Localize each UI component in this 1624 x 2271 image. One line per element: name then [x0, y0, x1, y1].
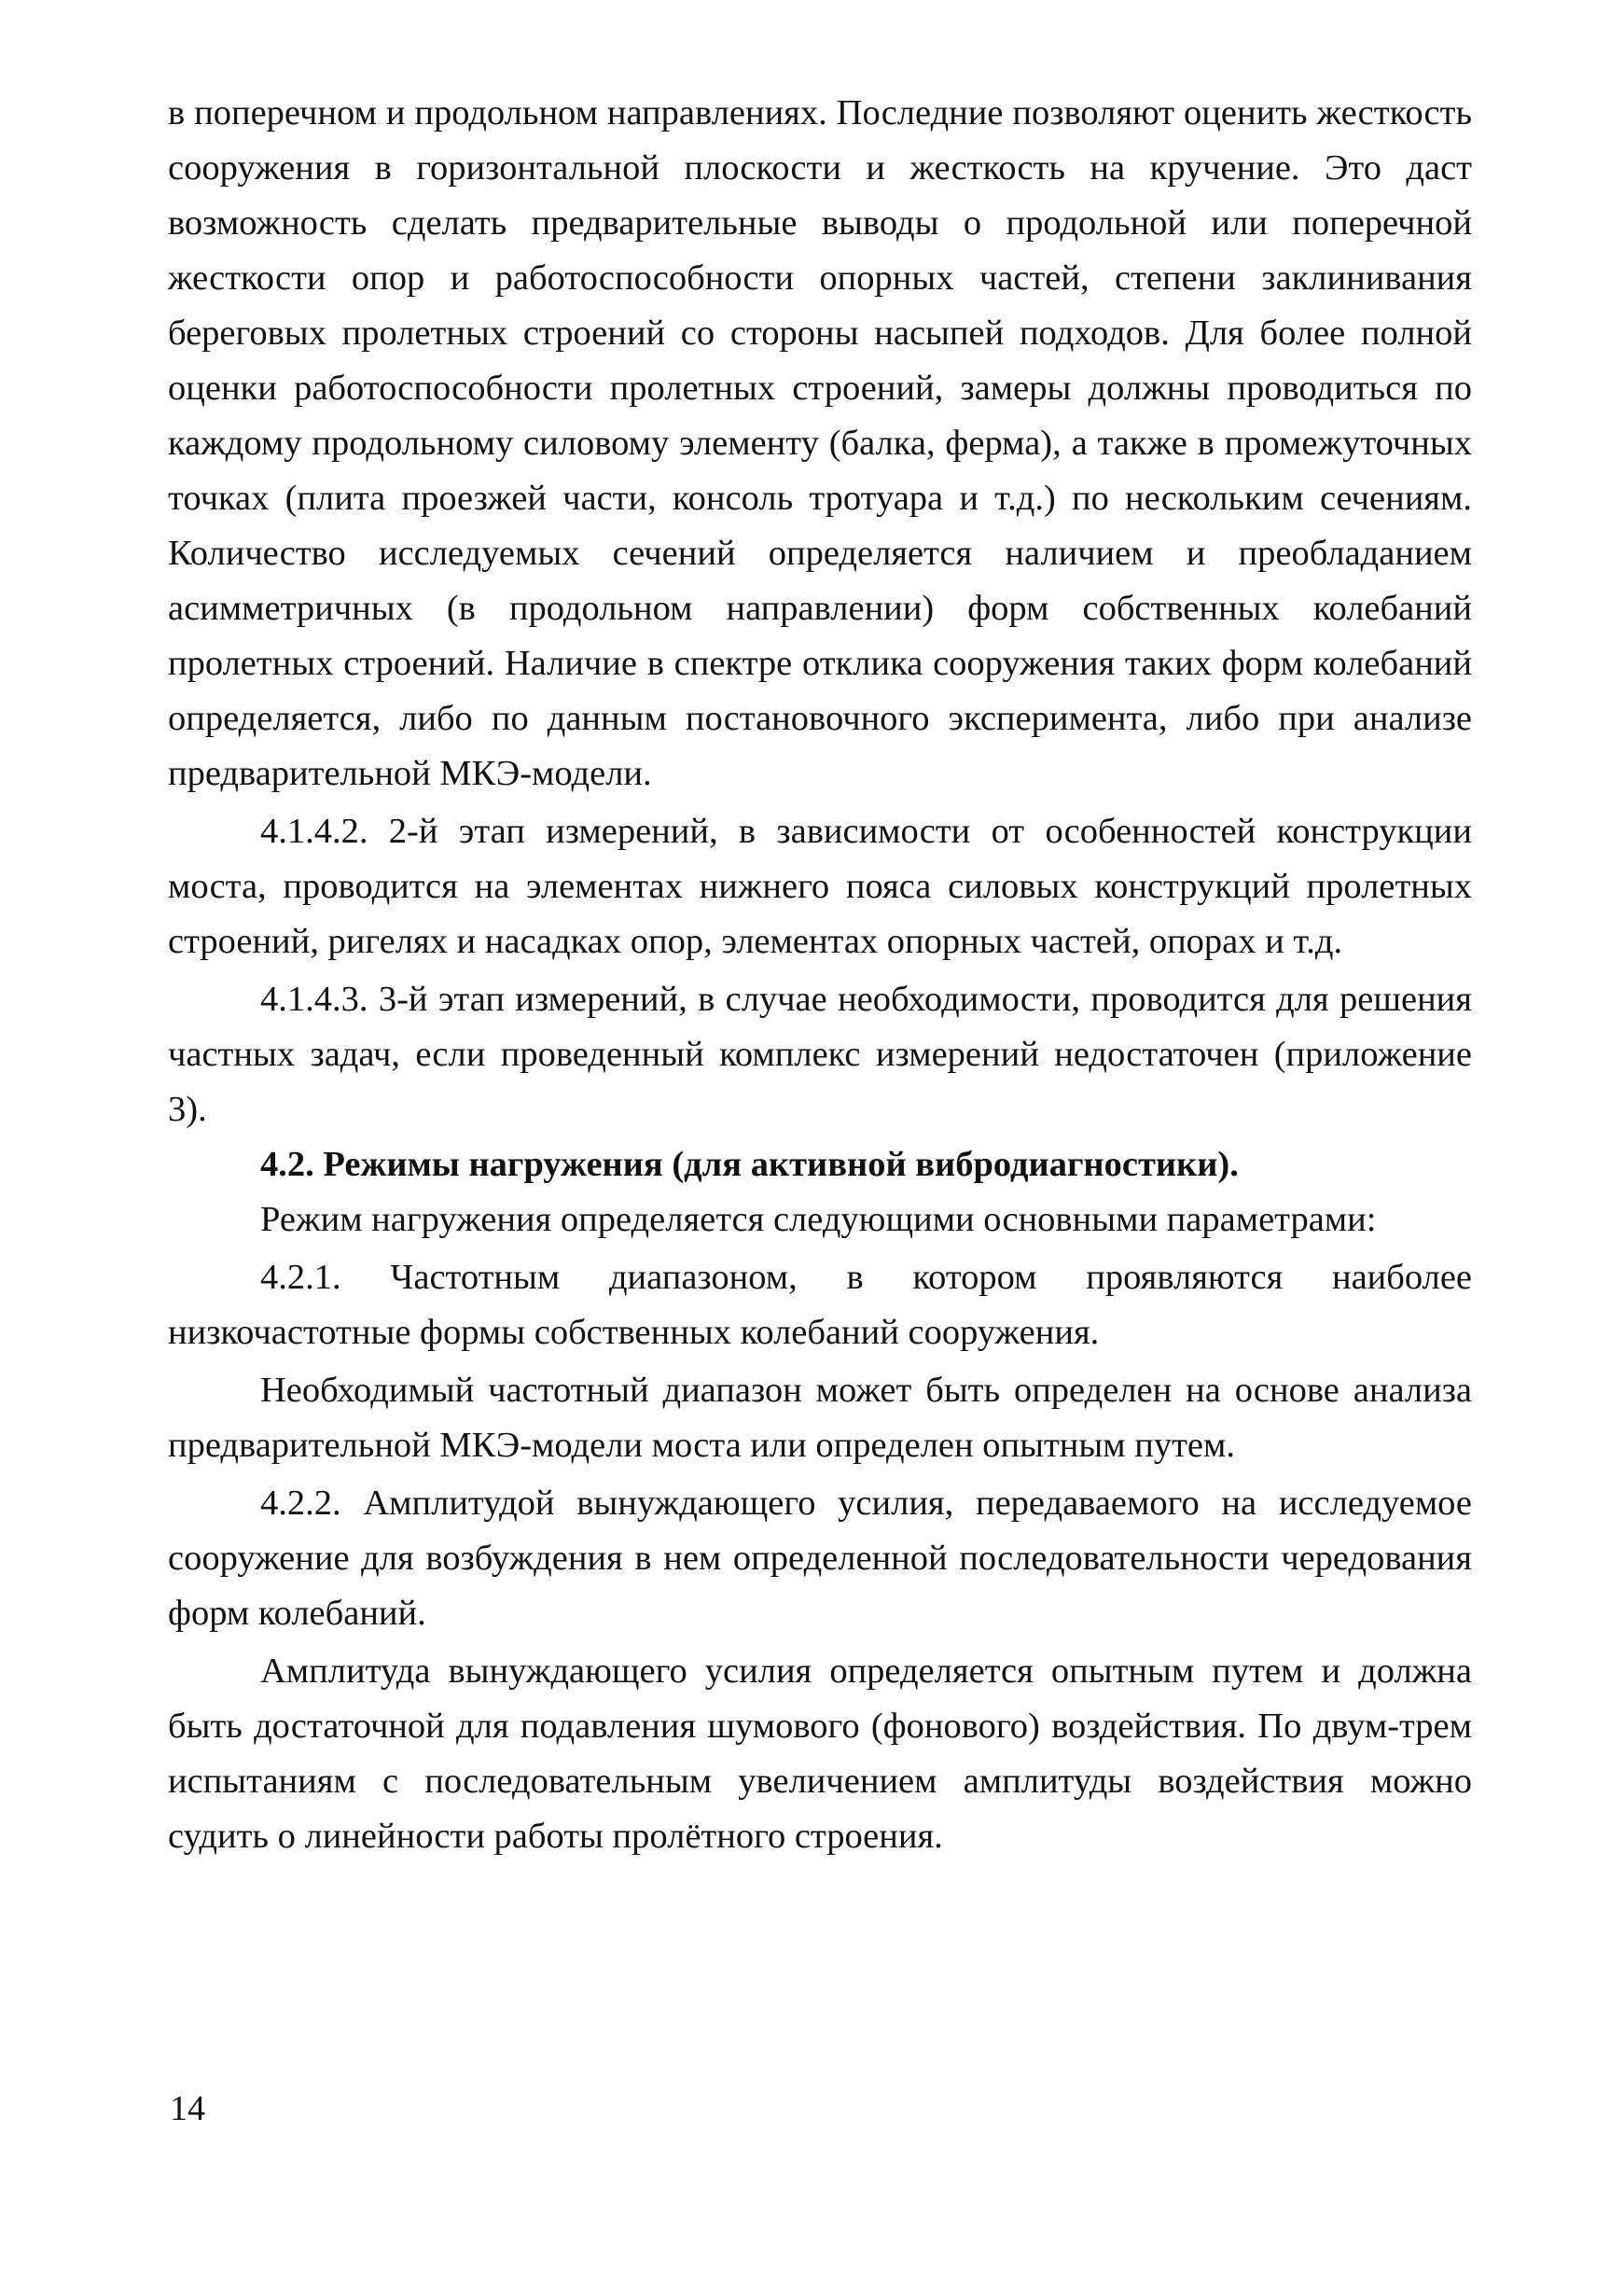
paragraph-force-amplitude: Амплитуда вынуждающего усилия определяется опытным путем и должна быть достаточной для подавления шумового (фонового) воздействия. По двум-трем испытаниям с последовательным увеличением амплитуды воздействия можно судить о линейности работы пролётного строения.	[168, 1651, 1472, 1856]
paragraph-frequency-range: Необходимый частотный диапазон может быть определен на основе анализа предварительной МКЭ-модели моста или определен опытным путем.	[168, 1371, 1472, 1465]
paragraph-measurement-directions: в поперечном и продольном направлениях. Последние позволяют оценить жесткость сооружения в горизонтальной плоскости и жесткость на кручение. Это даст возможность сделать предварительные выводы о продольной или поперечной жесткости опор и работоспособности опорных частей, степени заклинивания береговых пролетных строений со стороны насыпей подходов. Для более полной оценки работоспособности пролетных строений, замеры должны проводиться по каждому продольному силовому элементу (балка, ферма), а также в промежуточных точках (плита проезжей части, консоль тротуара и т.д.) по нескольким сечениям. Количество исследуемых сечений определяется наличием и преобладанием асимметричных (в продольном направлении) форм собственных колебаний пролетных строений. Наличие в спектре отклика сооружения таких форм колебаний определяется, либо по данным постановочного эксперимента, либо при анализе предварительной МКЭ-модели.	[168, 93, 1472, 793]
page-number: 14	[170, 2089, 205, 2128]
paragraph-4-1-4-3: 4.1.4.3. 3-й этап измерений, в случае необходимости, проводится для решения частных задач, если проведенный комплекс измерений недостаточен (приложение 3).	[168, 980, 1472, 1129]
paragraph-4-2-2: 4.2.2. Амплитудой вынуждающего усилия, передаваемого на исследуемое сооружение для возбуждения в нем определенной последовательности чередования форм колебаний.	[168, 1484, 1472, 1633]
paragraph-loading-mode-intro: Режим нагружения определяется следующими основными параметрами:	[260, 1200, 1377, 1239]
paragraph-4-1-4-2: 4.1.4.2. 2-й этап измерений, в зависимости от особенностей конструкции моста, проводится на элементах нижнего пояса силовых конструкций пролетных строений, ригелях и насадках опор, элементах опорных частей, опорах и т.д.	[168, 812, 1472, 961]
document-page	[168, 86, 1472, 1864]
paragraph-4-2-1: 4.2.1. Частотным диапазоном, в котором проявляются наиболее низкочастотные формы собственных колебаний сооружения.	[168, 1258, 1472, 1352]
section-heading-4-2: 4.2. Режимы нагружения (для активной вибродиагностики).	[260, 1145, 1239, 1184]
